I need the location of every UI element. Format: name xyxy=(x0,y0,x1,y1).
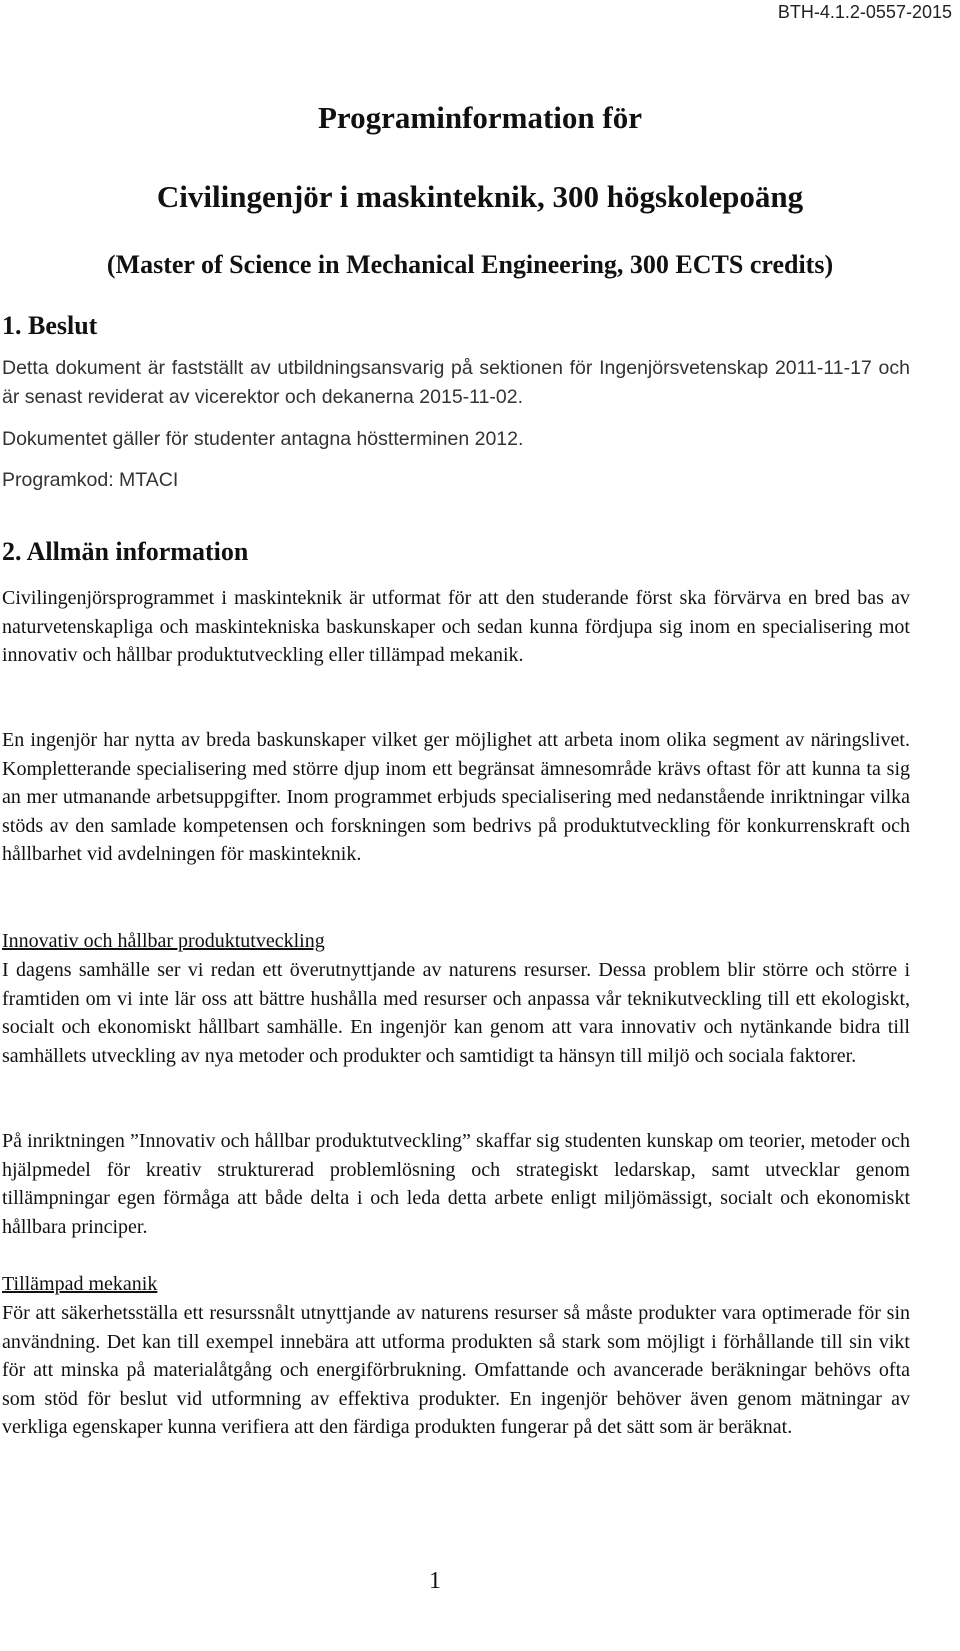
program-title: Civilingenjör i maskinteknik, 300 högskolepoäng xyxy=(156,179,804,214)
page-number: 1 xyxy=(429,1568,441,1594)
subheading-tillampad-mekanik: Tillämpad mekanik xyxy=(2,1273,158,1295)
validity-text: Dokumentet gäller för studenter antagna höstterminen 2012. xyxy=(2,428,524,450)
section-heading-general-info: 2. Allmän information xyxy=(2,537,249,566)
subheading-innovativ: Innovativ och hållbar produktutveckling xyxy=(2,930,325,952)
general-info-paragraph-1: Civilingenjörsprogrammet i maskinteknik är utformat för att den studerande först ska förvärva en bred bas av naturvetenskapliga och maskintekniska baskunskaper och sedan kunna fördjupa sig inom en specialisering mot innovativ och hållbar produktutveckling eller tillämpad mekanik. xyxy=(2,587,910,666)
page-title: Programinformation för xyxy=(318,100,642,135)
general-info-paragraph-2: En ingenjör har nytta av breda baskunskaper vilket ger möjlighet att arbeta inom olika segment av näringslivet. Kompletterande specialisering med större djup inom ett begränsat ämnesområde krävs oftast för att kunna ta sig an mer utmanande arbetsuppgifter. Inom programmet erbjuds specialisering med nedanstående inriktningar vilka stöds av den samlade kompetensen och forskningen som bedrivs på produktutveckling för konkurrenskraft och hållbarhet vid avdelningen för maskinteknik. xyxy=(2,729,910,865)
tillampad-mekanik-paragraph: För att säkerhetsställa ett resurssnålt utnyttjande av naturens resurser så måste produkter vara optimerade för sin användning. Det kan till exempel innebära att utforma produkten så stark som möjligt i förhållande till sin vikt för att minska på materialåtgång och energiförbrukning. Omfattande och avancerade beräkningar behövs ofta som stöd för beslut vid utformning av effektiva produkter. En ingenjör behöver även genom mätningar av verkliga egenskaper kunna verifiera att den färdiga produkten fungerar på det sätt som är beräknat. xyxy=(2,1302,910,1438)
document-id: BTH-4.1.2-0557-2015 xyxy=(777,2,952,22)
section-heading-beslut: 1. Beslut xyxy=(2,311,98,340)
program-code: Programkod: MTACI xyxy=(2,469,179,491)
program-title-english: (Master of Science in Mechanical Engineering, 300 ECTS credits) xyxy=(106,250,834,279)
decision-paragraph: Detta dokument är fastställt av utbildningsansvarig på sektionen för Ingenjörsvetenskap 2011-11-17 och är senast reviderat av vicerektor och dekanerna 2015-11-02. xyxy=(2,357,910,408)
innovativ-paragraph-1: I dagens samhälle ser vi redan ett överutnyttjande av naturens resurser. Dessa problem blir större och större i framtiden om vi inte lär oss att bättre hushålla med resurser och anpassa vår teknikutveckling till ett ekologiskt, socialt och ekonomiskt hållbart samhälle. En ingenjör kan genom att vara innovativ och nytänkande bidra till samhällets utveckling av nya metoder och produkter och samtidigt ta hänsyn till miljö och sociala faktorer. xyxy=(2,959,910,1067)
innovativ-paragraph-2: På inriktningen ”Innovativ och hållbar produktutveckling” skaffar sig studenten kunskap om teorier, metoder och hjälpmedel för kreativ strukturerad problemlösning och strategiskt ledarskap, samt utvecklar genom tillämpningar egen förmåga att både delta i och leda detta arbete enligt miljömässigt, socialt och ekonomiskt hållbara principer. xyxy=(2,1130,910,1238)
